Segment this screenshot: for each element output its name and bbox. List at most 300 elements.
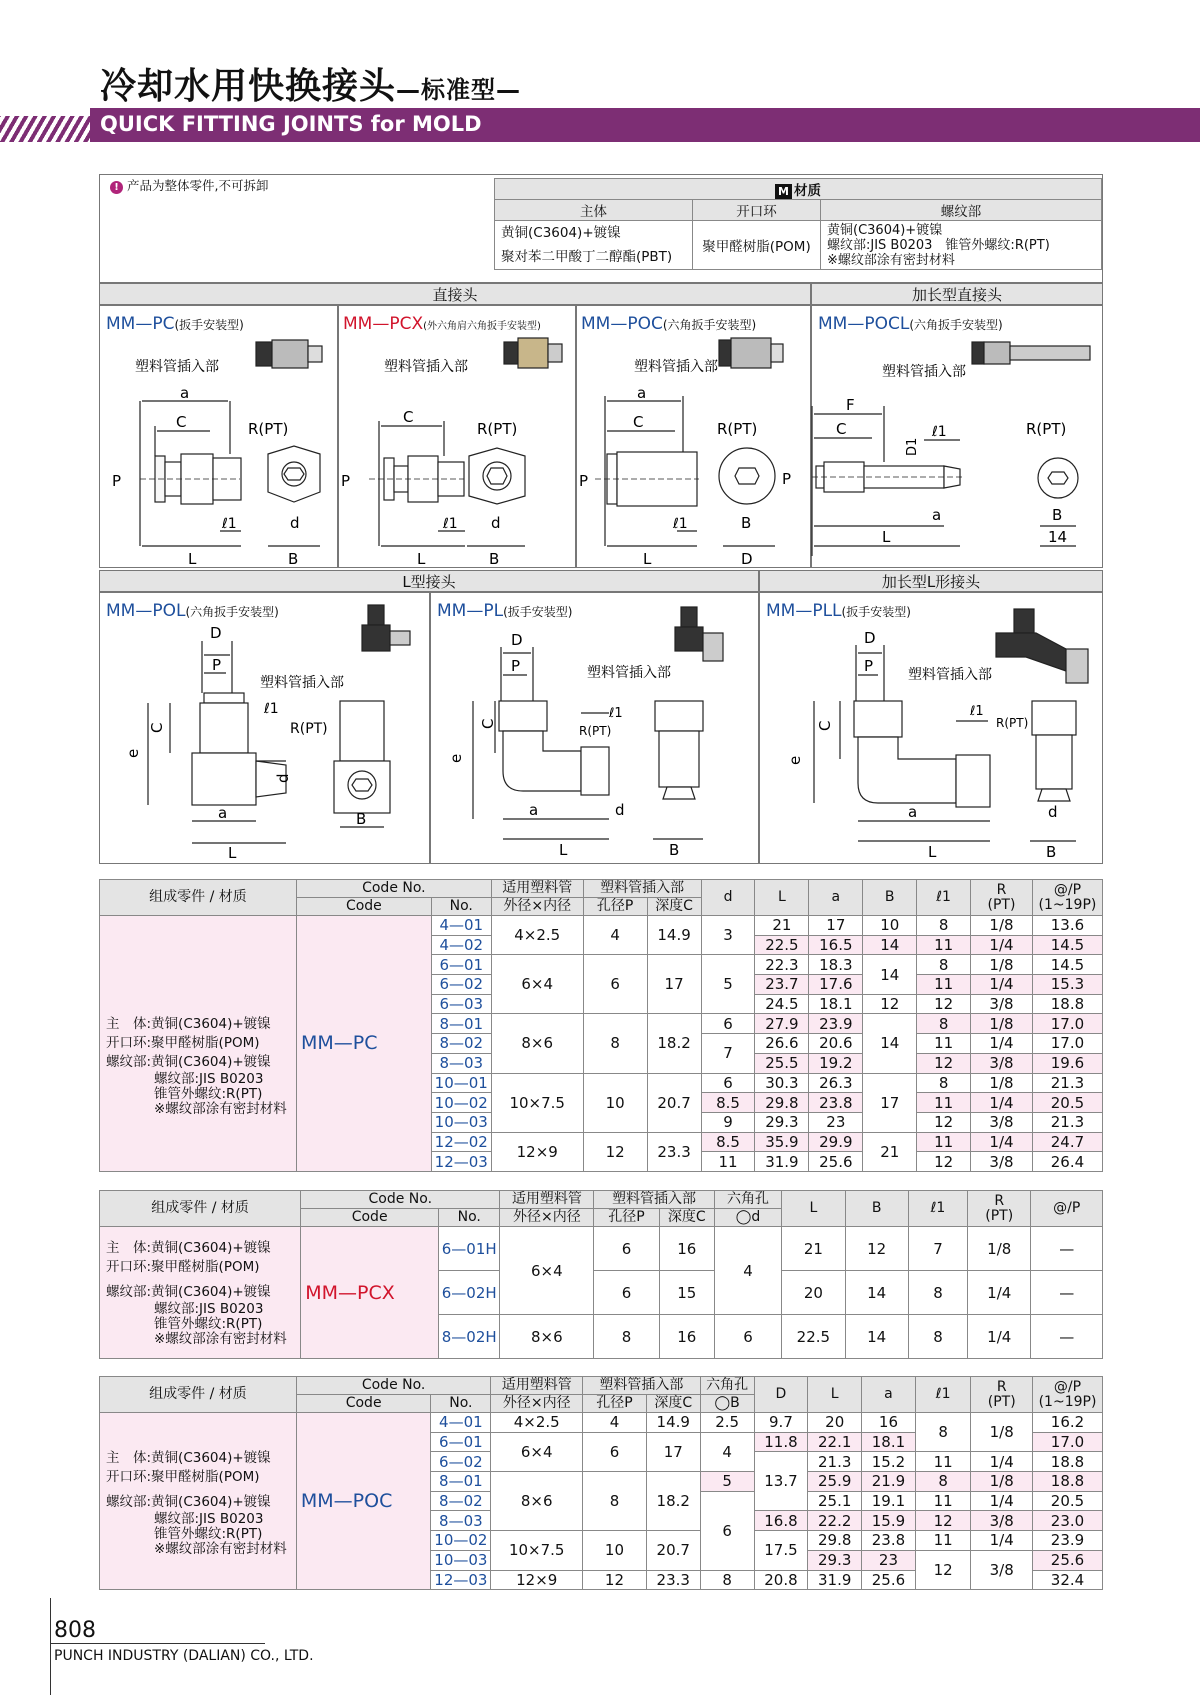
pc-d: 7 [701, 1034, 755, 1073]
poc-p: 10 [583, 1531, 647, 1570]
pc-no: 12—03 [431, 1152, 491, 1172]
poc-price: 18.8 [1033, 1452, 1103, 1472]
material-badge: M [775, 184, 792, 199]
pcx-composition [100, 1227, 301, 1359]
pocl-dim-d1: D1 [905, 437, 920, 456]
pocl-dim-f: F [846, 396, 855, 414]
band-title: QUICK FITTING JOINTS for MOLD [100, 112, 482, 136]
pcx-r: 1/8 [968, 1227, 1031, 1271]
pc-a: 29.9 [809, 1132, 863, 1152]
pc-price: 13.6 [1032, 916, 1102, 936]
pc-h-r2: (PT) [987, 896, 1016, 913]
poc-d: 11.8 [754, 1432, 808, 1452]
pol-dim-rpt: R(PT) [290, 721, 328, 737]
material-body-cell [495, 221, 693, 270]
poc-h-insc: 深度C [646, 1395, 700, 1413]
pc-p: 4 [583, 916, 647, 955]
pc-b: 12 [863, 994, 917, 1014]
poc-r: 3/8 [971, 1511, 1033, 1531]
pc-a: 18.1 [809, 994, 863, 1014]
pcx-tube-label: 塑料管插入部 [384, 359, 468, 375]
poc-a: 23.8 [862, 1531, 916, 1551]
poc-c: 20.7 [646, 1531, 700, 1570]
pc-h-r1: R [996, 881, 1007, 898]
pc-comp-6: ※螺纹部涂有密封材料 [154, 1101, 287, 1118]
poc-h-hex: 六角孔 [700, 1377, 754, 1395]
poc-no: 10—02 [431, 1531, 491, 1551]
title-main: 冷却水用快换接头 [100, 66, 397, 107]
pcx-h-tube2: 外径×内径 [500, 1209, 594, 1227]
label-pol-code: MM—POL [106, 601, 186, 621]
pc-composition [100, 916, 297, 1172]
pll-dim-l1: ℓ1 [970, 704, 984, 719]
pol-dim-c: C [148, 722, 166, 733]
pcx-l1: 7 [908, 1227, 967, 1271]
pc-l: 22.3 [755, 955, 809, 975]
pcx-b: 14 [845, 1315, 908, 1359]
pc-p: 8 [583, 1014, 647, 1073]
pl-dim-c: C [479, 718, 497, 729]
pc-l1: 11 [917, 1034, 971, 1054]
pcx-no: 6—01H [439, 1227, 500, 1271]
poc-p: 8 [583, 1472, 647, 1531]
poc-c: 17 [646, 1432, 700, 1471]
pc-comp-3: 螺纹部:黄铜(C3604)+镀镍 [106, 1054, 271, 1071]
poc-comp-3: 螺纹部:黄铜(C3604)+镀镍 [106, 1494, 271, 1511]
pc-a: 25.6 [809, 1152, 863, 1172]
pocl-dim-a: a [932, 506, 942, 524]
diagram-poc [576, 305, 811, 568]
pc-l: 30.3 [755, 1073, 809, 1093]
pc-dim-a: a [180, 384, 190, 402]
pl-dim-a: a [529, 801, 539, 819]
pll-dim-l: L [928, 843, 937, 861]
poc-l1: 8 [915, 1472, 971, 1492]
pc-tube: 6×4 [491, 955, 583, 1014]
poc-tube-label: 塑料管插入部 [634, 359, 718, 375]
pcx-l1: 8 [908, 1271, 967, 1315]
poc-a: 21.9 [862, 1472, 916, 1492]
poc-dim-a: a [637, 384, 647, 402]
pll-tube-label: 塑料管插入部 [908, 667, 992, 683]
pc-b: 21 [863, 1132, 917, 1171]
poc-l: 31.9 [808, 1570, 862, 1590]
pc-tube: 8×6 [491, 1014, 583, 1073]
pc-r: 1/4 [971, 1093, 1033, 1113]
pol-dim-e: e [124, 748, 142, 758]
pocl-dim-l1: ℓ1 [932, 424, 947, 440]
pc-price: 21.3 [1032, 1112, 1102, 1132]
label-pcx-code: MM—PCX [343, 314, 424, 334]
material-thread-3: ※螺纹部涂有密封材料 [827, 252, 955, 268]
pc-h-a: a [809, 880, 863, 916]
pc-l: 26.6 [755, 1034, 809, 1054]
pcx-h-b: B [845, 1191, 908, 1227]
pc-r: 3/8 [971, 1152, 1033, 1172]
pl-dim-d: D [511, 631, 523, 649]
pcx-h-hexd: ◯d [714, 1209, 781, 1227]
pcx-comp-4: 螺纹部:JIS B0203 [154, 1300, 264, 1317]
pc-price: 17.0 [1032, 1034, 1102, 1054]
pll-dim-e: e [786, 755, 804, 765]
pc-l1: 12 [917, 1053, 971, 1073]
pcx-h-insp: 孔径P [594, 1209, 659, 1227]
poc-h-price2: (1~19P) [1038, 1393, 1097, 1410]
pl-dim-p: P [511, 657, 521, 675]
drawing-pc [100, 306, 339, 569]
pocl-dim-c: C [836, 420, 847, 438]
poc-comp-2: 开口环:聚甲醛树脂(POM) [106, 1469, 260, 1486]
page-title [100, 58, 521, 109]
poc-hexb: 8 [700, 1570, 754, 1590]
pc-d: 9 [701, 1112, 755, 1132]
pll-dim-d: D [864, 629, 876, 647]
pll-dim-c: C [816, 720, 834, 731]
pc-no: 8—03 [431, 1053, 491, 1073]
poc-no: 8—01 [431, 1472, 491, 1492]
pcx-price: — [1031, 1271, 1103, 1315]
poc-c: 14.9 [646, 1413, 700, 1433]
pc-l1: 11 [917, 935, 971, 955]
pol-dim-dd: d [274, 773, 292, 783]
pc-price: 17.0 [1032, 1014, 1102, 1034]
pcx-dim-c: C [403, 408, 414, 426]
pc-h-r [971, 880, 1033, 916]
info-icon: ! [110, 181, 123, 194]
pcx-dim-rpt: R(PT) [477, 420, 518, 438]
poc-h-price1: @/P [1053, 1378, 1082, 1395]
pcx-h-comp: 组成零件 / 材质 [100, 1191, 301, 1227]
pc-price: 18.8 [1032, 994, 1102, 1014]
poc-l: 29.8 [808, 1531, 862, 1551]
pcx-dim-l1: ℓ1 [443, 516, 458, 532]
pc-b: 14 [863, 935, 917, 955]
pc-b: 14 [863, 955, 917, 994]
pc-l: 24.5 [755, 994, 809, 1014]
poc-dim-p: P [579, 472, 589, 490]
pc-price: 20.5 [1032, 1093, 1102, 1113]
poc-l1: 11 [915, 1452, 971, 1472]
drawing-pll [760, 593, 1104, 865]
poc-p: 12 [583, 1570, 647, 1590]
pcx-c: 16 [659, 1315, 714, 1359]
poc-h-r1: R [996, 1378, 1007, 1395]
section-long-straight: 加长型直接头 [811, 283, 1103, 305]
pc-r: 3/8 [971, 1112, 1033, 1132]
pc-l: 29.8 [755, 1093, 809, 1113]
pc-no: 6—01 [431, 955, 491, 975]
pc-b: 10 [863, 916, 917, 936]
pocl-dim-l: L [882, 528, 891, 546]
pc-l: 23.7 [755, 975, 809, 995]
poc-l1: 8 [915, 1413, 971, 1452]
pocl-tube-label: 塑料管插入部 [882, 364, 966, 380]
poc-no: 6—01 [431, 1432, 491, 1452]
pc-a: 26.3 [809, 1073, 863, 1093]
pc-h-no: No. [431, 898, 491, 916]
pc-r: 1/4 [971, 975, 1033, 995]
pc-no: 10—03 [431, 1112, 491, 1132]
poc-dim-c: C [633, 413, 644, 431]
pcx-c: 15 [659, 1271, 714, 1315]
pcx-price: — [1031, 1227, 1103, 1271]
pc-p: 6 [583, 955, 647, 1014]
section-straight: 直接头 [99, 283, 811, 305]
poc-hexb: 5 [700, 1472, 754, 1492]
footer-vline [50, 1598, 51, 1695]
poc-comp-1: 主 体:黄铜(C3604)+镀镍 [106, 1450, 271, 1467]
poc-price: 23.9 [1033, 1531, 1103, 1551]
pcx-tube: 8×6 [500, 1315, 594, 1359]
poc-code: MM—POC [296, 1413, 431, 1590]
pc-d: 8.5 [701, 1132, 755, 1152]
poc-c: 18.2 [646, 1472, 700, 1531]
pc-l1: 12 [917, 1112, 971, 1132]
material-col-ring: 开口环 [693, 200, 821, 221]
poc-price: 17.0 [1033, 1432, 1103, 1452]
pcx-dim-b: B [489, 550, 500, 568]
poc-l: 20 [808, 1413, 862, 1433]
pcx-l: 22.5 [782, 1315, 845, 1359]
poc-no: 4—01 [431, 1413, 491, 1433]
pc-d: 8.5 [701, 1093, 755, 1113]
pc-l: 21 [755, 916, 809, 936]
label-poc-code: MM—POC [581, 314, 663, 334]
poc-h-insp: 孔径P [583, 1395, 647, 1413]
pc-comp-1: 主 体:黄铜(C3604)+镀镍 [106, 1016, 271, 1033]
pc-h-codeno: Code No. [296, 880, 491, 898]
pc-a: 17.6 [809, 975, 863, 995]
pc-dim-l: L [188, 550, 197, 568]
poc-h-ins: 塑料管插入部 [583, 1377, 701, 1395]
pcx-h-r2: (PT) [985, 1207, 1014, 1224]
pl-dim-e: e [447, 753, 465, 763]
pl-dim-b: B [669, 841, 680, 859]
pc-dim-rpt: R(PT) [248, 420, 289, 438]
pcx-b: 14 [845, 1271, 908, 1315]
pcx-l: 20 [782, 1271, 845, 1315]
poc-no: 12—03 [431, 1570, 491, 1590]
pol-dim-a: a [218, 804, 228, 822]
pcx-h-code: Code [301, 1209, 439, 1227]
pc-comp-4: 螺纹部:JIS B0203 [154, 1071, 264, 1088]
pc-l1: 8 [917, 1073, 971, 1093]
pc-no: 4—02 [431, 935, 491, 955]
poc-d: 17.5 [754, 1531, 808, 1570]
pc-a: 17 [809, 916, 863, 936]
pcx-d: 4 [714, 1227, 781, 1315]
pol-dim-b: B [356, 810, 367, 828]
table-pcx [99, 1190, 1103, 1359]
pc-h-insp: 孔径P [583, 898, 647, 916]
pcx-p: 8 [594, 1315, 659, 1359]
poc-l: 25.9 [808, 1472, 862, 1492]
label-pl-code: MM—PL [437, 601, 504, 621]
label-pll-note: (扳手安装型) [841, 605, 911, 619]
poc-l1: 12 [915, 1550, 971, 1589]
pc-d: 3 [701, 916, 755, 955]
poc-h-tube2: 外径×内径 [491, 1395, 583, 1413]
pc-c: 23.3 [647, 1132, 701, 1171]
pl-dim-l: L [559, 841, 568, 859]
poc-h-r2: (PT) [987, 1393, 1016, 1410]
pc-price: 14.5 [1032, 935, 1102, 955]
pcx-comp-6: ※螺纹部涂有密封材料 [154, 1330, 287, 1347]
poc-l1: 12 [915, 1511, 971, 1531]
pc-h-comp: 组成零件 / 材质 [100, 880, 297, 916]
poc-d: 16.8 [754, 1511, 808, 1531]
pc-code: MM—PC [296, 916, 431, 1172]
pol-dim-d: D [210, 624, 222, 642]
poc-p: 4 [583, 1413, 647, 1433]
pol-tube-label: 塑料管插入部 [260, 675, 344, 691]
pl-dim-l1: ℓ1 [609, 706, 623, 721]
pc-r: 1/4 [971, 1132, 1033, 1152]
poc-tube: 12×9 [491, 1570, 583, 1590]
pcx-comp-3: 螺纹部:黄铜(C3604)+镀镍 [106, 1283, 271, 1300]
pcx-p: 6 [594, 1271, 659, 1315]
poc-tube: 6×4 [491, 1432, 583, 1471]
poc-h-no: No. [431, 1395, 491, 1413]
table-poc [99, 1376, 1103, 1590]
pcx-c: 16 [659, 1227, 714, 1271]
pc-l1: 11 [917, 975, 971, 995]
pc-l: 27.9 [755, 1014, 809, 1034]
pc-l: 35.9 [755, 1132, 809, 1152]
poc-d: 9.7 [754, 1413, 808, 1433]
poc-dim-l: L [643, 550, 652, 568]
pcx-comp-5: 锥管外螺纹:R(PT) [154, 1315, 263, 1332]
table-pc [99, 879, 1103, 1172]
diagram-pl [430, 592, 759, 864]
pc-h-d: d [701, 880, 755, 916]
material-body-1: 黄铜(C3604)+镀镍 [501, 225, 621, 241]
poc-a: 16 [862, 1413, 916, 1433]
poc-price: 18.8 [1033, 1472, 1103, 1492]
pll-dim-dd: d [1048, 803, 1058, 821]
pc-a: 20.6 [809, 1034, 863, 1054]
pcx-price: — [1031, 1315, 1103, 1359]
material-thread-2: 螺纹部:JIS B0203 锥管外螺纹:R(PT) [827, 237, 1050, 253]
diagram-pll [759, 592, 1103, 864]
pocl-dim-b: B [1052, 506, 1063, 524]
pc-r: 1/8 [971, 1014, 1033, 1034]
poc-price: 23.0 [1033, 1511, 1103, 1531]
pc-h-tube2: 外径×内径 [491, 898, 583, 916]
pc-comp-2: 开口环:聚甲醛树脂(POM) [106, 1035, 260, 1052]
pc-h-code: Code [296, 898, 431, 916]
pcx-tube: 6×4 [500, 1227, 594, 1315]
poc-l: 21.3 [808, 1452, 862, 1472]
pc-dim-c: C [176, 413, 187, 431]
pc-d: 5 [701, 955, 755, 1014]
poc-no: 10—03 [431, 1550, 491, 1570]
pc-l: 29.3 [755, 1112, 809, 1132]
diagram-pocl [782, 305, 1103, 568]
pc-price: 26.4 [1032, 1152, 1102, 1172]
pc-no: 6—02 [431, 975, 491, 995]
pc-d: 11 [701, 1152, 755, 1172]
label-pll-code: MM—PLL [766, 601, 842, 621]
pcx-code: MM—PCX [301, 1227, 439, 1359]
pc-no: 12—02 [431, 1132, 491, 1152]
pc-no: 10—01 [431, 1073, 491, 1093]
label-pol-note: (六角扳手安装型) [185, 605, 279, 619]
pol-dim-p: P [212, 656, 222, 674]
label-pc-note: (扳手安装型) [174, 318, 244, 332]
label-pc-code: MM—PC [106, 314, 175, 334]
drawing-pl [431, 593, 760, 865]
pc-l: 22.5 [755, 935, 809, 955]
poc-composition [100, 1413, 297, 1590]
pcx-dim-l: L [417, 550, 426, 568]
pc-p: 12 [583, 1132, 647, 1171]
pc-l1: 8 [917, 916, 971, 936]
poc-p: 6 [583, 1432, 647, 1471]
poc-l: 29.3 [808, 1550, 862, 1570]
poc-h-hexb: ◯B [700, 1395, 754, 1413]
material-body-2: 聚对苯二甲酸丁二醇酯(PBT) [501, 249, 673, 265]
pcx-no: 8—02H [439, 1315, 500, 1359]
pl-dim-rpt: R(PT) [579, 724, 612, 738]
pc-l1: 8 [917, 1014, 971, 1034]
pc-price: 14.5 [1032, 955, 1102, 975]
pcx-h-price: @/P [1031, 1191, 1103, 1227]
pol-dim-l: L [228, 844, 237, 862]
pl-tube-label: 塑料管插入部 [587, 665, 671, 681]
pcx-comp-1: 主 体:黄铜(C3604)+镀镍 [106, 1239, 271, 1256]
title-sub: —标准型— [396, 76, 522, 104]
pc-h-ins: 塑料管插入部 [583, 880, 701, 898]
poc-r: 1/4 [971, 1452, 1033, 1472]
label-pocl-code: MM—POCL [818, 314, 910, 334]
poc-l: 25.1 [808, 1491, 862, 1511]
pc-d: 6 [701, 1073, 755, 1093]
poc-h-code: Code [296, 1395, 431, 1413]
pc-no: 6—03 [431, 994, 491, 1014]
pc-r: 1/8 [971, 955, 1033, 975]
material-thread-cell [821, 221, 1102, 270]
pc-c: 18.2 [647, 1014, 701, 1073]
poc-l: 22.1 [808, 1432, 862, 1452]
pc-no: 4—01 [431, 916, 491, 936]
poc-r: 1/8 [971, 1413, 1033, 1452]
pc-comp-5: 锥管外螺纹:R(PT) [154, 1086, 263, 1103]
pc-r: 3/8 [971, 1053, 1033, 1073]
pocl-dim-14: 14 [1048, 528, 1068, 546]
pc-r: 1/8 [971, 1073, 1033, 1093]
pcx-h-insc: 深度C [659, 1209, 714, 1227]
poc-price: 20.5 [1033, 1491, 1103, 1511]
poc-r: 1/4 [971, 1491, 1033, 1511]
pol-dim-l1: ℓ1 [264, 701, 279, 717]
diagram-pcx [338, 305, 576, 568]
poc-price: 16.2 [1033, 1413, 1103, 1433]
pcx-h-codeno: Code No. [301, 1191, 500, 1209]
pcx-no: 6—02H [439, 1271, 500, 1315]
poc-a: 18.1 [862, 1432, 916, 1452]
poc-dim-d: D [741, 550, 753, 568]
page-number: 808 [54, 1618, 96, 1643]
poc-l1: 11 [915, 1531, 971, 1551]
poc-h-l: L [808, 1377, 862, 1413]
pc-h-price2: (1~19P) [1038, 896, 1097, 913]
pc-p: 10 [583, 1073, 647, 1132]
poc-a: 15.2 [862, 1452, 916, 1472]
pll-dim-a: a [908, 803, 918, 821]
material-title-text: 材质 [793, 183, 821, 199]
label-pcx-note: (外六角肩六角扳手安装型) [423, 321, 541, 332]
